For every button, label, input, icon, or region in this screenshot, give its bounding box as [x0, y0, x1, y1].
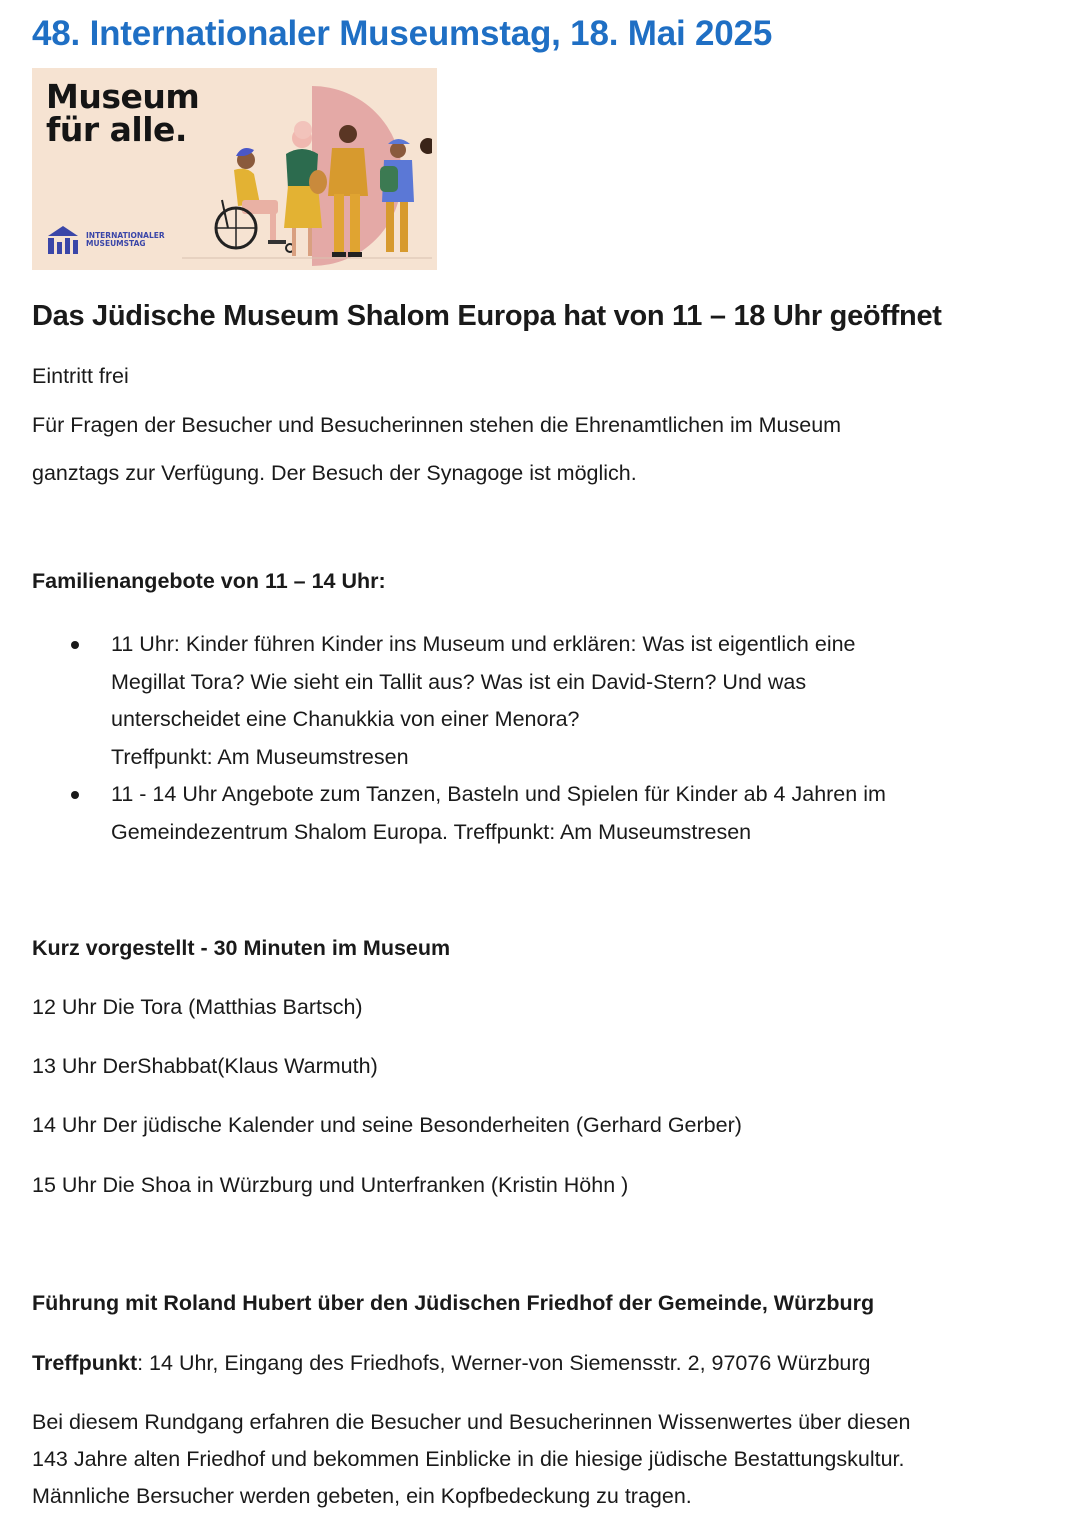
museumstag-banner — [32, 68, 437, 270]
tour-description-line: Männliche Bersucher werden gebeten, ein Kopfbedeckung zu tragen. — [32, 1484, 692, 1508]
list-item-line: Treffpunkt: Am Museumstresen — [111, 744, 409, 769]
short-talk-item: 13 Uhr DerShabbat(Klaus Warmuth) — [32, 1054, 378, 1078]
family-offer-list — [32, 626, 1042, 851]
family-heading: Familienangebote von 11 – 14 Uhr: — [32, 569, 386, 593]
visitors-illustration — [182, 78, 432, 268]
banner-claim — [46, 77, 200, 149]
document-title: 48. Internationaler Museumstag, 18. Mai 2025 — [32, 14, 773, 53]
list-item-line: Megillat Tora? Wie sieht ein Tallit aus? Was ist ein David-Stern? Und was — [111, 669, 807, 694]
list-item — [32, 626, 1042, 776]
logo-line2: MUSEUMSTAG — [86, 239, 146, 248]
list-item-line: 11 Uhr: Kinder führen Kinder ins Museum und erklären: Was ist eigentlich eine — [111, 632, 856, 656]
logo-line1: INTERNATIONALER — [86, 230, 165, 240]
list-item-line: Gemeindezentrum Shalom Europa. Treffpunkt: Am Museumstresen — [111, 819, 752, 844]
short-talk-item: 12 Uhr Die Tora (Matthias Bartsch) — [32, 995, 363, 1019]
intro-line-1: Für Fragen der Besucher und Besucherinnen stehen die Ehrenamtlichen im Museum — [32, 413, 842, 437]
list-item-line: 11 - 14 Uhr Angebote zum Tanzen, Basteln und Spielen für Kinder ab 4 Jahren im — [111, 782, 886, 806]
logo-wordmark — [86, 232, 165, 249]
admission-text: Eintritt frei — [32, 364, 129, 388]
tour-meeting-point — [32, 1351, 870, 1376]
meeting-point-text: : 14 Uhr, Eingang des Friedhofs, Werner-von Siemensstr. 2, 97076 Würzburg — [137, 1351, 871, 1375]
meeting-point-label: Treffpunkt — [32, 1351, 138, 1375]
bullet-dot-icon — [71, 791, 79, 799]
bullet-dot-icon — [71, 641, 79, 649]
tour-description-line: 143 Jahre alten Friedhof und bekommen Einblicke in die hiesige jüdische Bestattungskultur. — [32, 1447, 905, 1471]
list-item-line: unterscheidet eine Chanukkia von einer Menora? — [111, 707, 580, 731]
short-talk-item: 15 Uhr Die Shoa in Würzburg und Unterfranken (Kristin Höhn ) — [32, 1173, 629, 1197]
museum-building-icon — [46, 224, 80, 256]
intro-line-2: ganztags zur Verfügung. Der Besuch der Synagoge ist möglich. — [32, 461, 637, 485]
banner-claim-line2: für alle. — [46, 110, 187, 149]
list-item — [32, 776, 1042, 851]
tour-description-line: Bei diesem Rundgang erfahren die Besucher und Besucherinnen Wissenwertes über diesen — [32, 1410, 911, 1434]
tour-heading: Führung mit Roland Hubert über den Jüdischen Friedhof der Gemeinde, Würzburg — [32, 1291, 875, 1315]
museumstag-logo — [46, 224, 165, 256]
banner-claim-line1: Museum — [46, 77, 200, 116]
opening-hours-heading: Das Jüdische Museum Shalom Europa hat von 11 – 18 Uhr geöffnet — [32, 300, 942, 332]
short-talks-heading: Kurz vorgestellt - 30 Minuten im Museum — [32, 936, 451, 960]
short-talk-item: 14 Uhr Der jüdische Kalender und seine Besonderheiten (Gerhard Gerber) — [32, 1113, 742, 1137]
